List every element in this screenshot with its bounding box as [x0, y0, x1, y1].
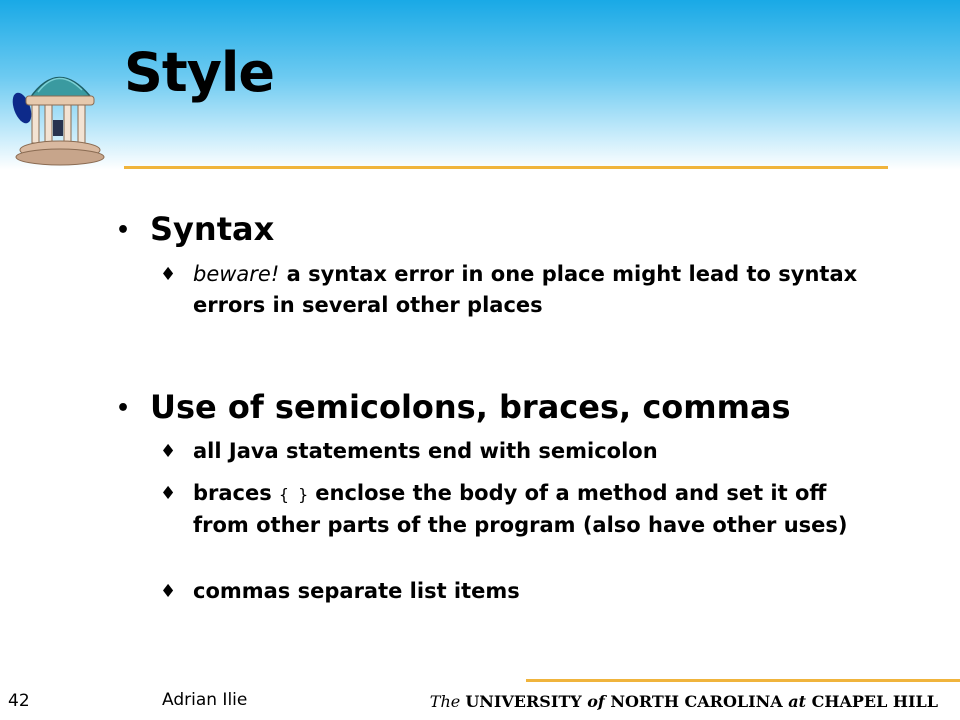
code-braces: { } [279, 485, 308, 504]
univ-at: at [788, 692, 807, 711]
diamond-bullet-icon: ♦ [160, 441, 177, 462]
diamond-bullet-icon: ♦ [160, 483, 177, 504]
univ-chapel-hill: CHAPEL HILL [806, 692, 938, 711]
sub-bullet-text: all Java statements end with semicolon [193, 439, 658, 463]
sub-bullet-post: enclose the body of a method and set it off from other parts of the program (also have other uses) [193, 481, 848, 537]
footer-university [430, 692, 938, 711]
sub-bullet-beware [160, 259, 860, 321]
sub-bullet-pre: braces [193, 481, 280, 505]
slide-title: Style [124, 41, 275, 104]
univ-the: The [429, 692, 466, 711]
bullet-dot-icon: • [116, 218, 131, 243]
bullet-dot-icon: • [116, 396, 131, 421]
footer-author: Adrian Ilie [162, 690, 248, 710]
emphasis-text: beware! [193, 262, 280, 286]
footer-divider [526, 679, 960, 682]
univ-north-carolina: NORTH CAROLINA [604, 692, 789, 711]
sub-bullet-text [193, 259, 860, 321]
sub-bullet-braces [160, 478, 860, 541]
title-divider [124, 166, 888, 169]
sub-bullet-semicolon [160, 436, 860, 467]
bullet-label: Use of semicolons, braces, commas [150, 388, 791, 426]
univ-university: UNIVERSITY [465, 692, 588, 711]
sub-bullet-text [193, 478, 860, 541]
univ-of: of [587, 692, 605, 711]
diamond-bullet-icon: ♦ [160, 581, 177, 602]
bullet-label: Syntax [150, 210, 275, 248]
bullet-syntax [116, 210, 275, 248]
bullet-punctuation [116, 388, 791, 426]
sub-bullet-commas [160, 576, 860, 607]
sub-bullet-text: commas separate list items [193, 579, 520, 603]
old-well-logo-icon [8, 58, 108, 166]
diamond-bullet-icon: ♦ [160, 264, 177, 285]
page-number: 42 [8, 691, 30, 711]
sub-bullet-body: a syntax error in one place might lead to syntax errors in several other places [193, 262, 858, 317]
